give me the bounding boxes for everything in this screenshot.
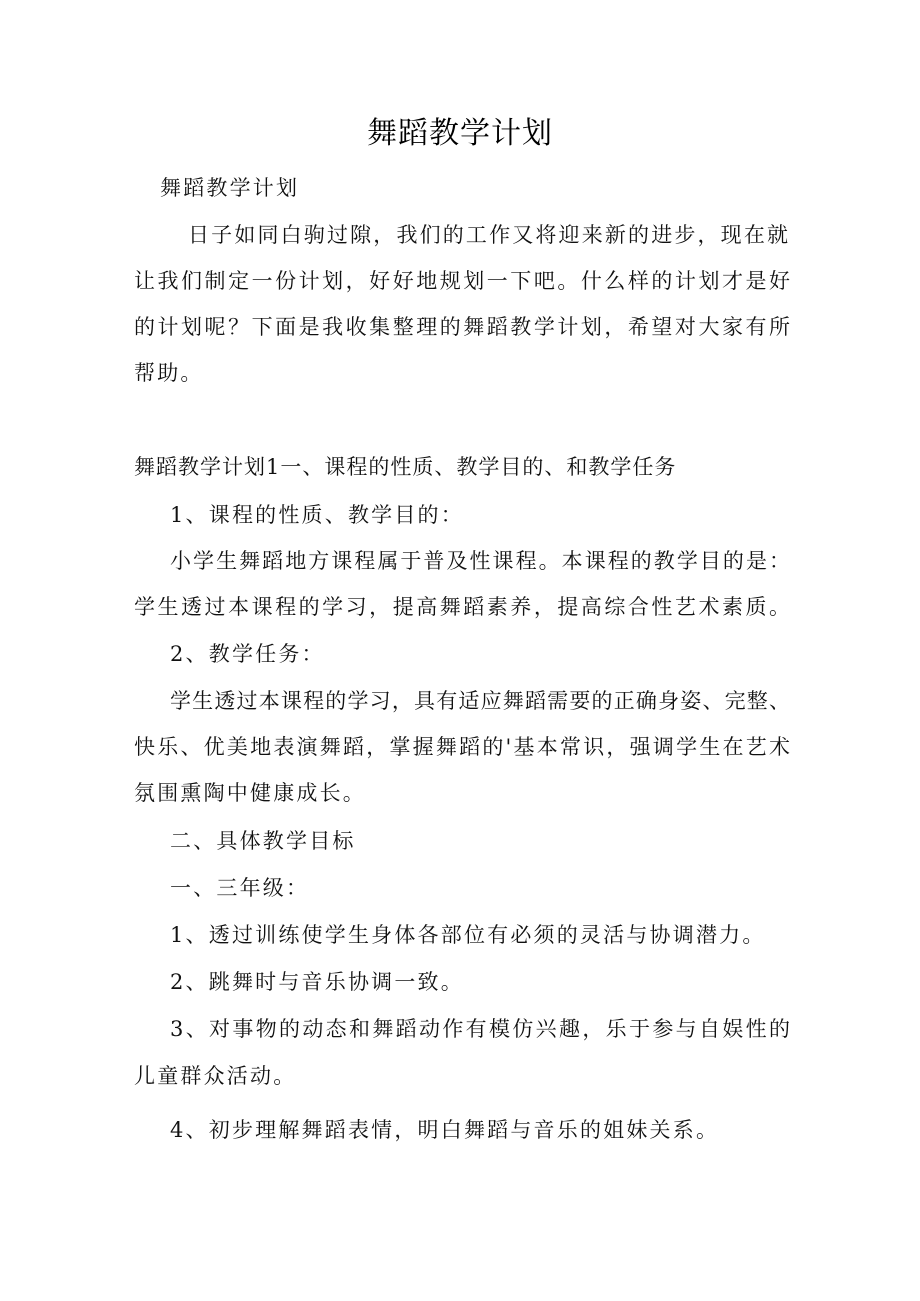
item2-body-line-1: 学生透过本课程的学习，具有适应舞蹈需要的正确身姿、完整、	[170, 689, 790, 713]
grade3-heading: 一、三年级：	[170, 876, 310, 900]
intro-line-2: 让我们制定一份计划，好好地规划一下吧。什么样的计划才是好	[134, 269, 790, 293]
item2-heading: 2、教学任务：	[170, 642, 325, 666]
intro-line-4: 帮助。	[134, 361, 204, 385]
item1-body-line-1: 小学生舞蹈地方课程属于普及性课程。本课程的教学目的是：	[170, 549, 790, 573]
item2-body-line-2: 快乐、优美地表演舞蹈，掌握舞蹈的'基本常识，强调学生在艺术	[134, 735, 790, 759]
goal-line-5: 4、初步理解舞蹈表情，明白舞蹈与音乐的姐妹关系。	[170, 1118, 720, 1142]
goal-line-1: 1、透过训练使学生身体各部位有必须的灵活与协调潜力。	[170, 923, 766, 947]
subtitle: 舞蹈教学计划	[160, 176, 300, 200]
goal-line-2: 2、跳舞时与音乐协调一致。	[170, 970, 464, 994]
section2-heading: 二、具体教学目标	[170, 829, 356, 853]
section1-heading: 舞蹈教学计划1一、课程的性质、教学目的、和教学任务	[134, 455, 677, 479]
goal-line-3: 3、对事物的动态和舞蹈动作有模仿兴趣，乐于参与自娱性的	[170, 1017, 790, 1041]
document-title: 舞蹈教学计划	[367, 116, 553, 151]
intro-line-1: 日子如同白驹过隙，我们的工作又将迎来新的进步，现在就	[188, 223, 788, 247]
item1-heading: 1、课程的性质、教学目的：	[170, 503, 464, 527]
goal-line-4: 儿童群众活动。	[134, 1064, 297, 1088]
intro-line-3: 的计划呢？下面是我收集整理的舞蹈教学计划，希望对大家有所	[134, 315, 790, 339]
item1-body-line-2: 学生透过本课程的学习，提高舞蹈素养，提高综合性艺术素质。	[134, 595, 790, 619]
item2-body-line-3: 氛围熏陶中健康成长。	[134, 781, 366, 805]
